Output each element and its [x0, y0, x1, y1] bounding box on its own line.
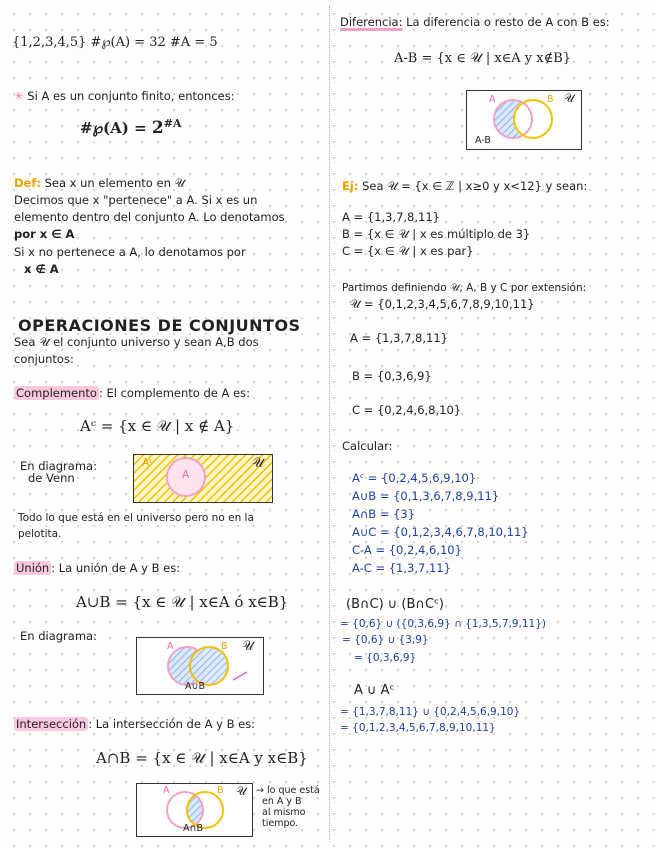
difference-b-label: B	[547, 94, 554, 105]
complement-text: : El complemento de A es:	[98, 386, 250, 400]
expression-2-step-1: = {0,1,2,3,4,5,6,7,8,9,10,11}	[340, 722, 496, 734]
example-text: Sea 𝒰 = {x ∈ ℤ | x≥0 y x<12} y sean:	[362, 179, 588, 193]
complement-universe-label: 𝒰	[252, 456, 264, 471]
difference-heading	[340, 16, 610, 29]
expression-2: A ∪ Aᶜ	[354, 683, 395, 698]
formula-lhs: #℘(A) =	[80, 119, 147, 137]
intersection-label: Intersección	[16, 717, 87, 731]
set-def-c: C = {x ∈ 𝒰 | x es par}	[342, 244, 474, 258]
intersection-text: : La intersección de A y B es:	[88, 717, 256, 731]
intersection-note-1: en A y B	[262, 796, 302, 807]
section-title: OPERACIONES DE CONJUNTOS	[18, 316, 301, 335]
complement-label: Complemento	[16, 386, 97, 400]
intersection-caption: A∩B	[183, 823, 203, 834]
intersection-b-label: B	[217, 785, 224, 796]
difference-text: La diferencia o resto de A con B es:	[406, 15, 610, 29]
result-complement: Aᶜ = {0,2,4,5,6,9,10}	[352, 471, 477, 485]
union-heading	[14, 562, 180, 575]
union-universe-label: 𝒰	[242, 639, 254, 654]
complement-heading	[14, 387, 250, 400]
union-a-label: A	[167, 641, 174, 652]
expression-1: (B∩C) ∪ (B∩Cᶜ)	[346, 597, 444, 612]
def-line-2: elemento dentro del conjunto A. Lo denotamos	[14, 210, 285, 224]
difference-venn-diagram	[466, 90, 582, 150]
def-line-0: Sea x un elemento en 𝒰	[44, 176, 185, 190]
column-divider	[329, 6, 331, 842]
intersection-note-0: → lo que está	[256, 785, 320, 796]
union-b-label: B	[221, 641, 228, 652]
def-line-3: por x ∈ A	[14, 227, 75, 241]
def-label: Def:	[14, 176, 41, 190]
example-label: Ej:	[342, 179, 359, 193]
intersection-universe-label: 𝒰	[236, 784, 247, 798]
extension-a: A = {1,3,7,8,11}	[350, 331, 448, 345]
union-text: : La unión de A y B es:	[51, 561, 181, 575]
complement-note-2: pelotita.	[18, 528, 62, 540]
calcular-label: Calcular:	[342, 439, 393, 453]
complement-a-label: A	[182, 469, 190, 481]
expression-1-step-1: = {0,6} ∪ {3,9}	[342, 634, 429, 646]
result-intersection: A∩B = {3}	[352, 507, 416, 521]
example-heading	[342, 180, 587, 193]
intersection-a-label: A	[163, 785, 170, 796]
complement-diagram-label-2: de Venn	[28, 471, 75, 485]
difference-formula: A-B = {x ∈ 𝒰 | x∈A y x∉B}	[394, 51, 572, 66]
power-set-example: {1,2,3,4,5} #℘(A) = 32 #A = 5	[12, 35, 218, 50]
power-set-formula	[80, 118, 182, 139]
ops-intro-2: conjuntos:	[14, 352, 74, 366]
def-line-4: Si x no pertenece a A, lo denotamos por	[14, 245, 246, 259]
formula-exponent: #A	[163, 117, 182, 130]
intersection-heading	[14, 718, 255, 731]
intersection-note-3: tiempo.	[262, 818, 299, 829]
result-a-union-c: A∪C = {0,1,2,3,4,6,7,8,10,11}	[352, 525, 529, 539]
set-def-b: B = {x ∈ 𝒰 | x es múltiplo de 3}	[342, 227, 531, 241]
ops-intro-1: Sea 𝒰 el conjunto universo y sean A,B dos	[14, 335, 259, 349]
extension-b: B = {0,3,6,9}	[352, 369, 432, 383]
complement-note-1: Todo lo que está en el universo pero no en la	[18, 512, 254, 524]
intersection-formula: A∩B = {x ∈ 𝒰 | x∈A y x∈B}	[96, 749, 308, 767]
complement-venn-diagram	[133, 454, 273, 503]
extension-c: C = {0,2,4,6,8,10}	[352, 403, 462, 417]
set-def-a: A = {1,3,7,8,11}	[342, 210, 440, 224]
union-venn-diagram	[136, 637, 264, 695]
result-union: A∪B = {0,1,3,6,7,8,9,11}	[352, 489, 500, 503]
complement-diagram-label-1: En diagrama:	[20, 459, 97, 473]
def-line-1: Decimos que x "pertenece" a A. Si x es un	[14, 193, 258, 207]
union-label: Unión	[16, 561, 50, 575]
difference-a-label: A	[489, 94, 496, 105]
expression-1-step-0: = {0,6} ∪ ({0,3,6,9} ∩ {1,3,5,7,9,11})	[340, 618, 547, 630]
def-line-5: x ∉ A	[24, 262, 59, 276]
intersection-venn-diagram	[136, 783, 253, 837]
difference-caption: A-B	[475, 135, 491, 146]
difference-universe-label: 𝒰	[564, 91, 575, 105]
union-diagram-label: En diagrama:	[20, 629, 97, 643]
union-formula: A∪B = {x ∈ 𝒰 | x∈A ó x∈B}	[76, 593, 289, 611]
note-text: Si A es un conjunto finito, entonces:	[27, 89, 235, 103]
star-icon: ✳	[14, 89, 24, 103]
complement-ac-label: Aᶜ	[142, 457, 154, 469]
intersection-note-2: al mismo	[262, 807, 306, 818]
finite-set-note	[14, 90, 235, 103]
formula-base: 2	[151, 118, 164, 138]
expression-1-step-2: = {0,3,6,9}	[354, 652, 417, 664]
result-c-minus-a: C-A = {0,2,4,6,10}	[352, 543, 462, 557]
union-caption: A∪B	[185, 681, 205, 692]
partimos-line-1: Partimos definiendo 𝒰, A, B y C por extensión:	[342, 282, 587, 294]
expression-2-step-0: = {1,3,7,8,11} ∪ {0,2,4,5,6,9,10}	[340, 706, 521, 718]
partimos-line-2: 𝒰 = {0,1,2,3,4,5,6,7,8,9,10,11}	[350, 297, 535, 311]
def-heading	[14, 177, 185, 190]
complement-formula: Aᶜ = {x ∈ 𝒰 | x ∉ A}	[80, 417, 235, 435]
difference-label: Diferencia:	[340, 15, 403, 29]
result-a-minus-c: A-C = {1,3,7,11}	[352, 561, 451, 575]
